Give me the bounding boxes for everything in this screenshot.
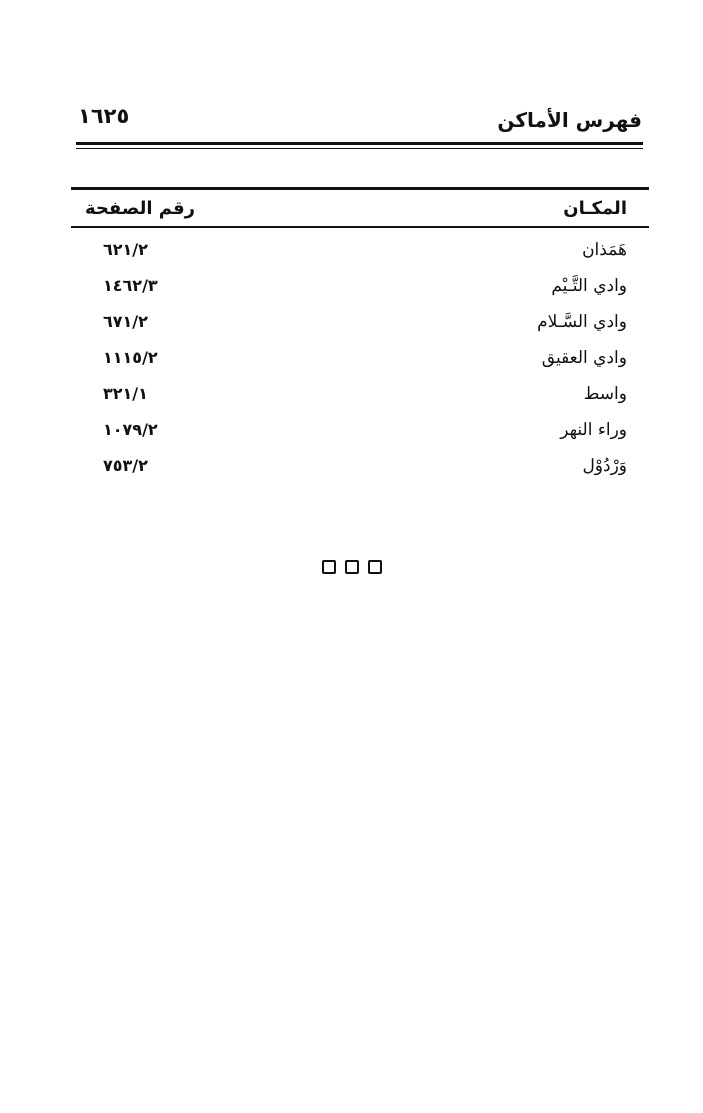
page-reference: ٣٢١/١	[103, 384, 148, 403]
table-row	[71, 378, 649, 414]
page-reference: ٧٥٣/٢	[103, 456, 148, 475]
page-reference: ١٤٦٢/٣	[103, 276, 158, 295]
table-row	[71, 414, 649, 450]
header-rule	[76, 142, 643, 145]
square-ornament-icon	[368, 560, 382, 574]
place-name: وراء النهر	[560, 420, 627, 440]
table-row	[71, 342, 649, 378]
place-name: وادي السَّـلام	[537, 312, 627, 332]
square-ornament-icon	[345, 560, 359, 574]
running-header	[76, 102, 642, 136]
page-reference: ٦٢١/٢	[103, 240, 148, 259]
page-number: ١٦٢٥	[78, 104, 130, 128]
end-of-section-ornament	[322, 560, 382, 574]
places-index-table	[71, 187, 649, 486]
place-name: واسط	[583, 384, 627, 404]
index-title: فهرس الأماكن	[497, 108, 642, 132]
table-row	[71, 270, 649, 306]
table-row	[71, 234, 649, 270]
page-reference: ٦٧١/٢	[103, 312, 148, 331]
column-header-place: المكـان	[563, 198, 627, 219]
place-name: وادي التَّـيْم	[551, 276, 627, 296]
square-ornament-icon	[322, 560, 336, 574]
table-row	[71, 450, 649, 486]
place-name: وادي العقيق	[541, 348, 627, 368]
page-reference: ١١١٥/٢	[103, 348, 158, 367]
place-name: هَمَذان	[582, 240, 627, 260]
page-reference: ١٠٧٩/٢	[103, 420, 158, 439]
place-name: وَرْدُوْل	[582, 456, 627, 476]
table-header	[71, 190, 649, 226]
table-row	[71, 306, 649, 342]
header-rule-thin	[76, 148, 643, 149]
table-body	[71, 228, 649, 486]
column-header-page: رقم الصفحة	[85, 198, 196, 219]
